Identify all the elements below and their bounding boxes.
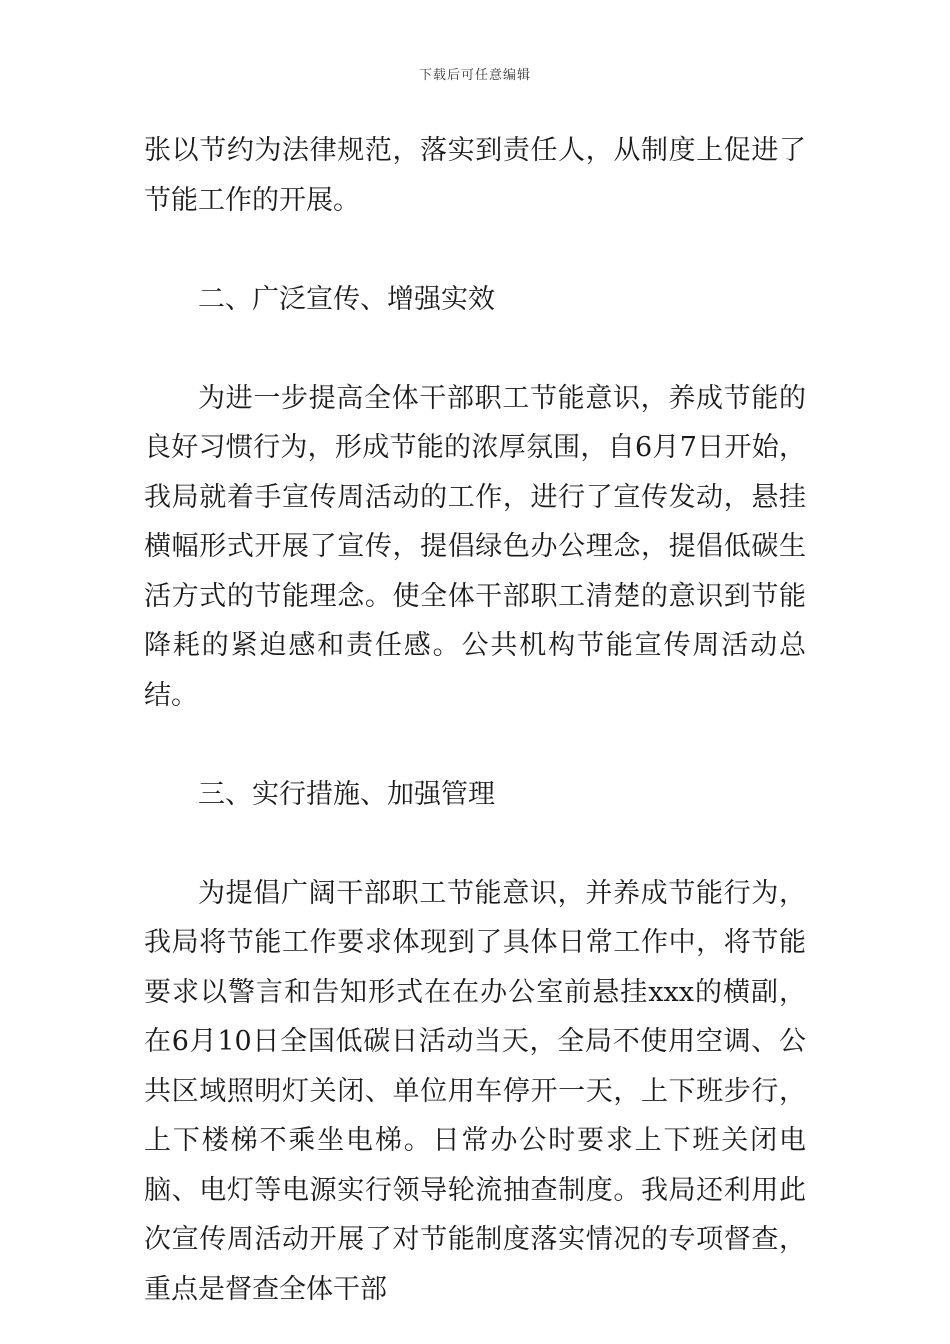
paragraph-continuation: 张以节约为法律规范，落实到责任人，从制度上促进了节能工作的开展。 xyxy=(144,135,806,216)
paragraph-gap xyxy=(144,324,806,374)
paragraph-gap xyxy=(144,225,806,275)
paragraph-gap xyxy=(144,819,806,869)
page-header-note: 下载后可任意编辑 xyxy=(418,68,531,83)
paragraph-section-2: 为进一步提高全体干部职工节能意识，养成节能的良好习惯行为，形成节能的浓厚氛围，自6月7日开始，我局就着手宣传周活动的工作，进行了宣传发动，悬挂横幅形式开展了宣传，提倡绿色办公理念，提倡低碳生活方式的节能理念。使全体干部职工清楚的意识到节能降耗的紧迫感和责任感。公共机构节能宣传周活动总结。 xyxy=(144,382,806,711)
document-body xyxy=(144,126,806,1314)
section-heading-2: 二、广泛宣传、增强实效 xyxy=(198,283,495,315)
paragraph-section-3: 为提倡广阔干部职工节能意识，并养成节能行为，我局将节能工作要求体现到了具体日常工作中，将节能要求以警言和告知形式在在办公室前悬挂xxx的横副，在6月10日全国低碳日活动当天，全局不使用空调、公共区域照明灯关闭、单位用车停开一天，上下班步行，上下楼梯不乘坐电梯。日常办公时要求上下班关闭电脑、电灯等电源实行领导轮流抽查制度。我局还利用此次宣传周活动开展了对节能制度落实情况的专项督查，重点是督查全体干部 xyxy=(144,877,806,1305)
paragraph-gap xyxy=(144,720,806,770)
section-heading-3: 三、实行措施、加强管理 xyxy=(198,778,495,810)
